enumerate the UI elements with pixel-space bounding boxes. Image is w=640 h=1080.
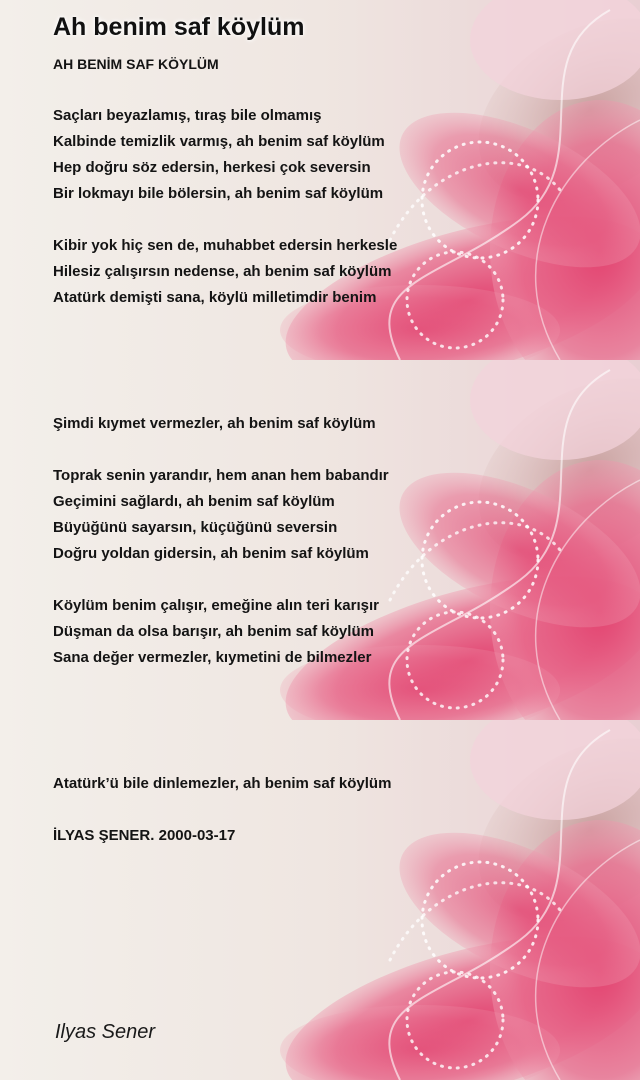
poem-line: Bir lokmayı bile bölersin, ah benim saf köylüm (53, 185, 384, 202)
poem-title: Ah benim saf köylüm (53, 13, 305, 41)
poem-line: Büyüğünü sayarsın, küçüğünü seversin (53, 519, 338, 536)
poem-subtitle: AH BENİM SAF KÖYLÜM (53, 56, 219, 72)
poem-line: Saçları beyazlamış, tıraş bile olmamış (53, 107, 322, 124)
poem-line: Düşman da olsa barışır, ah benim saf köylüm (53, 623, 374, 640)
poem-line: Hep doğru söz edersin, herkesi çok seversin (53, 159, 371, 176)
author-date: İLYAS ŞENER. 2000-03-17 (53, 827, 236, 844)
poem-line: Kalbinde temizlik varmış, ah benim saf köylüm (53, 133, 385, 150)
poem-line: Şimdi kıymet vermezler, ah benim saf köylüm (53, 415, 376, 432)
poem-line: Hilesiz çalışırsın nedense, ah benim saf köylüm (53, 263, 392, 280)
signature: Ilyas Sener (55, 1021, 156, 1043)
poem-line: Atatürk demişti sana, köylü milletimdir benim (53, 289, 377, 306)
poem-line: Toprak senin yarandır, hem anan hem babandır (53, 467, 389, 484)
poem-line: Sana değer vermezler, kıymetini de bilmezler (53, 649, 372, 666)
poem-line: Geçimini sağlardı, ah benim saf köylüm (53, 493, 335, 510)
poem-line: Atatürk’ü bile dinlemezler, ah benim saf köylüm (53, 775, 392, 792)
poem-line: Köylüm benim çalışır, emeğine alın teri karışır (53, 597, 379, 614)
poem-line: Kibir yok hiç sen de, muhabbet edersin herkesle (53, 237, 398, 254)
poem-line: Doğru yoldan gidersin, ah benim saf köylüm (53, 545, 369, 562)
